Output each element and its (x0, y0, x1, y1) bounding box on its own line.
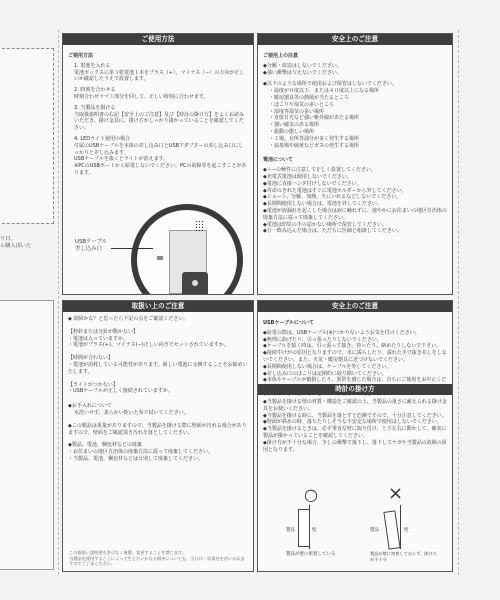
handling-panel (62, 300, 254, 572)
usb-item: ◆ケーブルを抜く時は、引っ張って抜き、持ったり、絡めたりしないで下さい。 (263, 343, 442, 350)
caution-item: ・湿度等湿気の多い場所 (269, 108, 325, 115)
disposal-line: ・お住まいの地区自治体の廃棄方法に従って廃棄してください。 (68, 449, 214, 456)
fragment-text: ら購入頂いた (0, 243, 32, 249)
caution-item: ・温泉場や硫黄などガスの発生する場所 (269, 142, 360, 149)
trouble-title: 【ライトがつかない】 (68, 381, 118, 388)
product-label: 製品 (286, 528, 295, 533)
usb-item: ◆接続中けがの原因となりますので、水に濡らしたり、濡れた手で抜き差しをしないでください。また、火気・暖房器具に近づけないでください。 (263, 350, 447, 363)
disposal-title: ◆製品、電池、梱包材などの廃棄 (68, 442, 142, 449)
battery-item: ◆＋−の極性に注意して正しく設置してください。 (263, 167, 377, 174)
incorrect-hanging-illustration (370, 483, 440, 567)
usage-header: ご使用方法 (63, 34, 253, 45)
battery-item: ◆長期間使用しない場合は、電池を外してください。 (263, 201, 382, 208)
caution-item: ・温度が０度以下、または４０度以上になる場所 (269, 88, 380, 95)
caution-item: ・工場、台所等油分が多く発生する場所 (269, 135, 360, 142)
usb-safety-panel (257, 300, 453, 572)
handling-intro: ◆ 故障かな？と思ったら下記の点をご確認ください。 (68, 316, 189, 322)
usb-leader-line (111, 248, 153, 249)
usb-safety-header: 安全上のご注意 (258, 301, 452, 312)
battery-item: ◆充電式電池は使用しないでください。 (263, 173, 352, 180)
wall-note: ◆この製品は重量がありますので、当製品を掛ける際に壁面が汚れる場合がありますので、壁面をご確認頂き汚れを落としてください。 (68, 422, 247, 436)
trouble-group (68, 355, 248, 375)
hanging-item: ◆当製品を掛ける時に、当製品を落とすと危険ですので、十分注意してください。 (263, 412, 447, 419)
caution-item: ◆以下のような場所で使用および保管はしないでください。 (263, 81, 397, 88)
battery-item: ◆電池は幼児の手の届かない場所で保管してください。 (263, 221, 387, 228)
hanging-list (263, 399, 447, 453)
trouble-title: 【秒針または分針が動かない】 (68, 328, 139, 335)
hanging-header: 時計の掛け方 (258, 384, 452, 395)
battery-title: 電池について (263, 157, 293, 164)
footnote: この取扱い説明書を許可なく複製、変更することを禁じます。 当製品を使用することによって生じたいかなる損害についても、当社は一切責任を負いかねますのでご了承ください。 (69, 550, 245, 567)
hanging-item: ◆壁面が斜めの時、落ちたりしそうな不安定な場所で使用はしないでください。 (263, 419, 442, 426)
correct-hanging-illustration (286, 487, 346, 567)
product-label: 製品 (370, 528, 379, 533)
usb-item: ◆本体やケーブルが破損したり、異常を感じた場合は、直ちにご使用をお中止くだ (263, 377, 447, 384)
left-panel-edge (0, 300, 54, 570)
fold-line (58, 30, 59, 575)
disposal-group (68, 442, 248, 462)
wall-line (309, 505, 310, 549)
trouble-line: ・電池がプラス(+)、マイナス(−)正しい向きでセットされていますか。 (68, 342, 229, 349)
fragment-text: り日、 (0, 236, 16, 242)
fold-line (458, 30, 459, 575)
caution-item: ・直射日光など強い紫外線があたる場所 (269, 115, 360, 122)
battery-item: ◆寿命のきれた電池はすぐに電池ホルダーから外してください。 (263, 187, 407, 194)
trouble-title: 【時間が合わない】 (68, 355, 114, 362)
battery-item: ◆電池が液漏れを起こした場合は液に触れずに、速やかにお住まいの地区自治体の廃棄方法に従って廃棄してください。 (263, 207, 447, 221)
usb-port (157, 256, 163, 260)
wall-label: 壁 (404, 528, 409, 533)
handling-header: 取扱い上のご注意 (63, 301, 253, 312)
hanging-item: ◆掛け方が不十分な場合、少しの衝撃で落下し、落下してケガや当製品の故障の原因となります。 (263, 439, 447, 453)
hanging-item: ◆当製品を掛ける壁の材質・構造をご確認の上、当製品の重さに耐えられる掛け金具をお使いください。 (263, 399, 447, 412)
hanging-item: ◆当製品を掛けるときは、必ず垂直な壁に取り付け、上下左右に動かして、確実に製品が掛かっていることを確認してください。 (263, 426, 447, 439)
battery-list (263, 167, 447, 235)
usb-item: ◆無理に曲げたり、引っ張ったりしないでください。 (263, 336, 382, 343)
safety-panel (257, 33, 453, 295)
caution-item: ・暖房器具等の熱風が当たるところ (269, 94, 350, 101)
battery-item: ◆ショート、分解、加熱、火にいれるなどしないでください。 (263, 194, 402, 201)
usb-item: ◆長期間使用しない場合は、ケーブルを外してください。 (263, 363, 392, 370)
wall-label: 壁 (312, 528, 317, 533)
usage-panel (62, 33, 254, 295)
care-line: 水洗いせず、柔らかい乾いた布で拭いてください。 (74, 409, 189, 416)
caution-item: ・振動の激しい場所 (269, 128, 315, 135)
trouble-line: ・USBケーブルが正しく接続されていますか。 (68, 388, 173, 395)
usage-caution-title: ご使用上の注意 (263, 53, 299, 59)
usage-intro: ご使用方法 (68, 53, 94, 59)
care-title: ◆お手入れについて (68, 403, 112, 410)
speaker-dots (195, 220, 203, 232)
usb-title: USBケーブルについて (263, 320, 314, 326)
battery-item: ◆電池に直接ハンダ付けしないでください。 (263, 180, 362, 187)
usage-step: 2. 時刻を合わせる 時刻合わせツマミ部分を回して、正しい時刻に合わせます。 (74, 87, 209, 100)
cross-icon: × (388, 483, 404, 504)
usb-port-label: USBケーブル差し込み口 (75, 239, 108, 252)
trouble-group (68, 329, 248, 349)
usage-step: 1. 電池を入れる 電池ボックスに単３乾電池１本をプラス（+）、マイナス（−）の方向が正しいか確認したうえで設置します。 (74, 62, 245, 83)
usage-step: 3. 当製品を掛ける 当取扱説明書の右記【安全上のご注意】及び【時計の掛け方】をよくお読みいただき、掛け金具に、掛け方がしっかり掛かっていることを確認してください。 (74, 104, 245, 132)
caution-list (263, 63, 447, 150)
trouble-line: ・電池は入っていますか。 (68, 335, 129, 342)
trouble-group (68, 382, 248, 396)
care-group (68, 403, 248, 417)
caution-item: ・強い磁気のある場所 (269, 122, 320, 129)
trouble-line: ・電池が消耗している可能性があります。新しい電池に交換することをお勧めいたします。 (68, 361, 248, 375)
usage-step: 4. LEDライト使用の場合 付属のUSBケーブルを本体の差し込み口とUSBアダプターの差し込み口にしっかりと差し込みます。 USBケーブルを抜くとライトが消えます。 ※PCのUSBポートから給電しないでください。PCの故障等を起こすことがあります。 (74, 135, 247, 176)
usb-item: ◆給電の際は、USBケーブル(※)つかりないようお気を付けください。 (263, 329, 420, 336)
correct-caption: 製品が壁に密着している (286, 552, 336, 557)
caution-item: ◆強い衝撃は与えないでください。 (263, 69, 342, 76)
caution-item: ・ほこりや湿気の多いところ (269, 101, 335, 108)
clock-profile-tilted (383, 510, 400, 549)
wall-line (400, 505, 401, 549)
disposal-line: ・当製品、電池、梱包材などは分別して廃棄してください。 (68, 455, 204, 462)
caution-item: ◆分解・改造はしないでください。 (263, 62, 342, 69)
usb-item: ◆差し込み口のほこりは定期的に取り除いてください。 (263, 370, 387, 377)
battery-item: ◆万一飲み込んだ場合は、ただちに医師と相談してください。 (263, 228, 402, 235)
circle-icon: ○ (304, 485, 318, 504)
incorrect-caption: 製品が壁に密着しておらず、掛け方が不十分 (370, 551, 437, 562)
safety-header: 安全上のご注意 (258, 34, 452, 45)
clock-back-illustration (131, 204, 243, 295)
left-dashed-box (0, 48, 54, 224)
